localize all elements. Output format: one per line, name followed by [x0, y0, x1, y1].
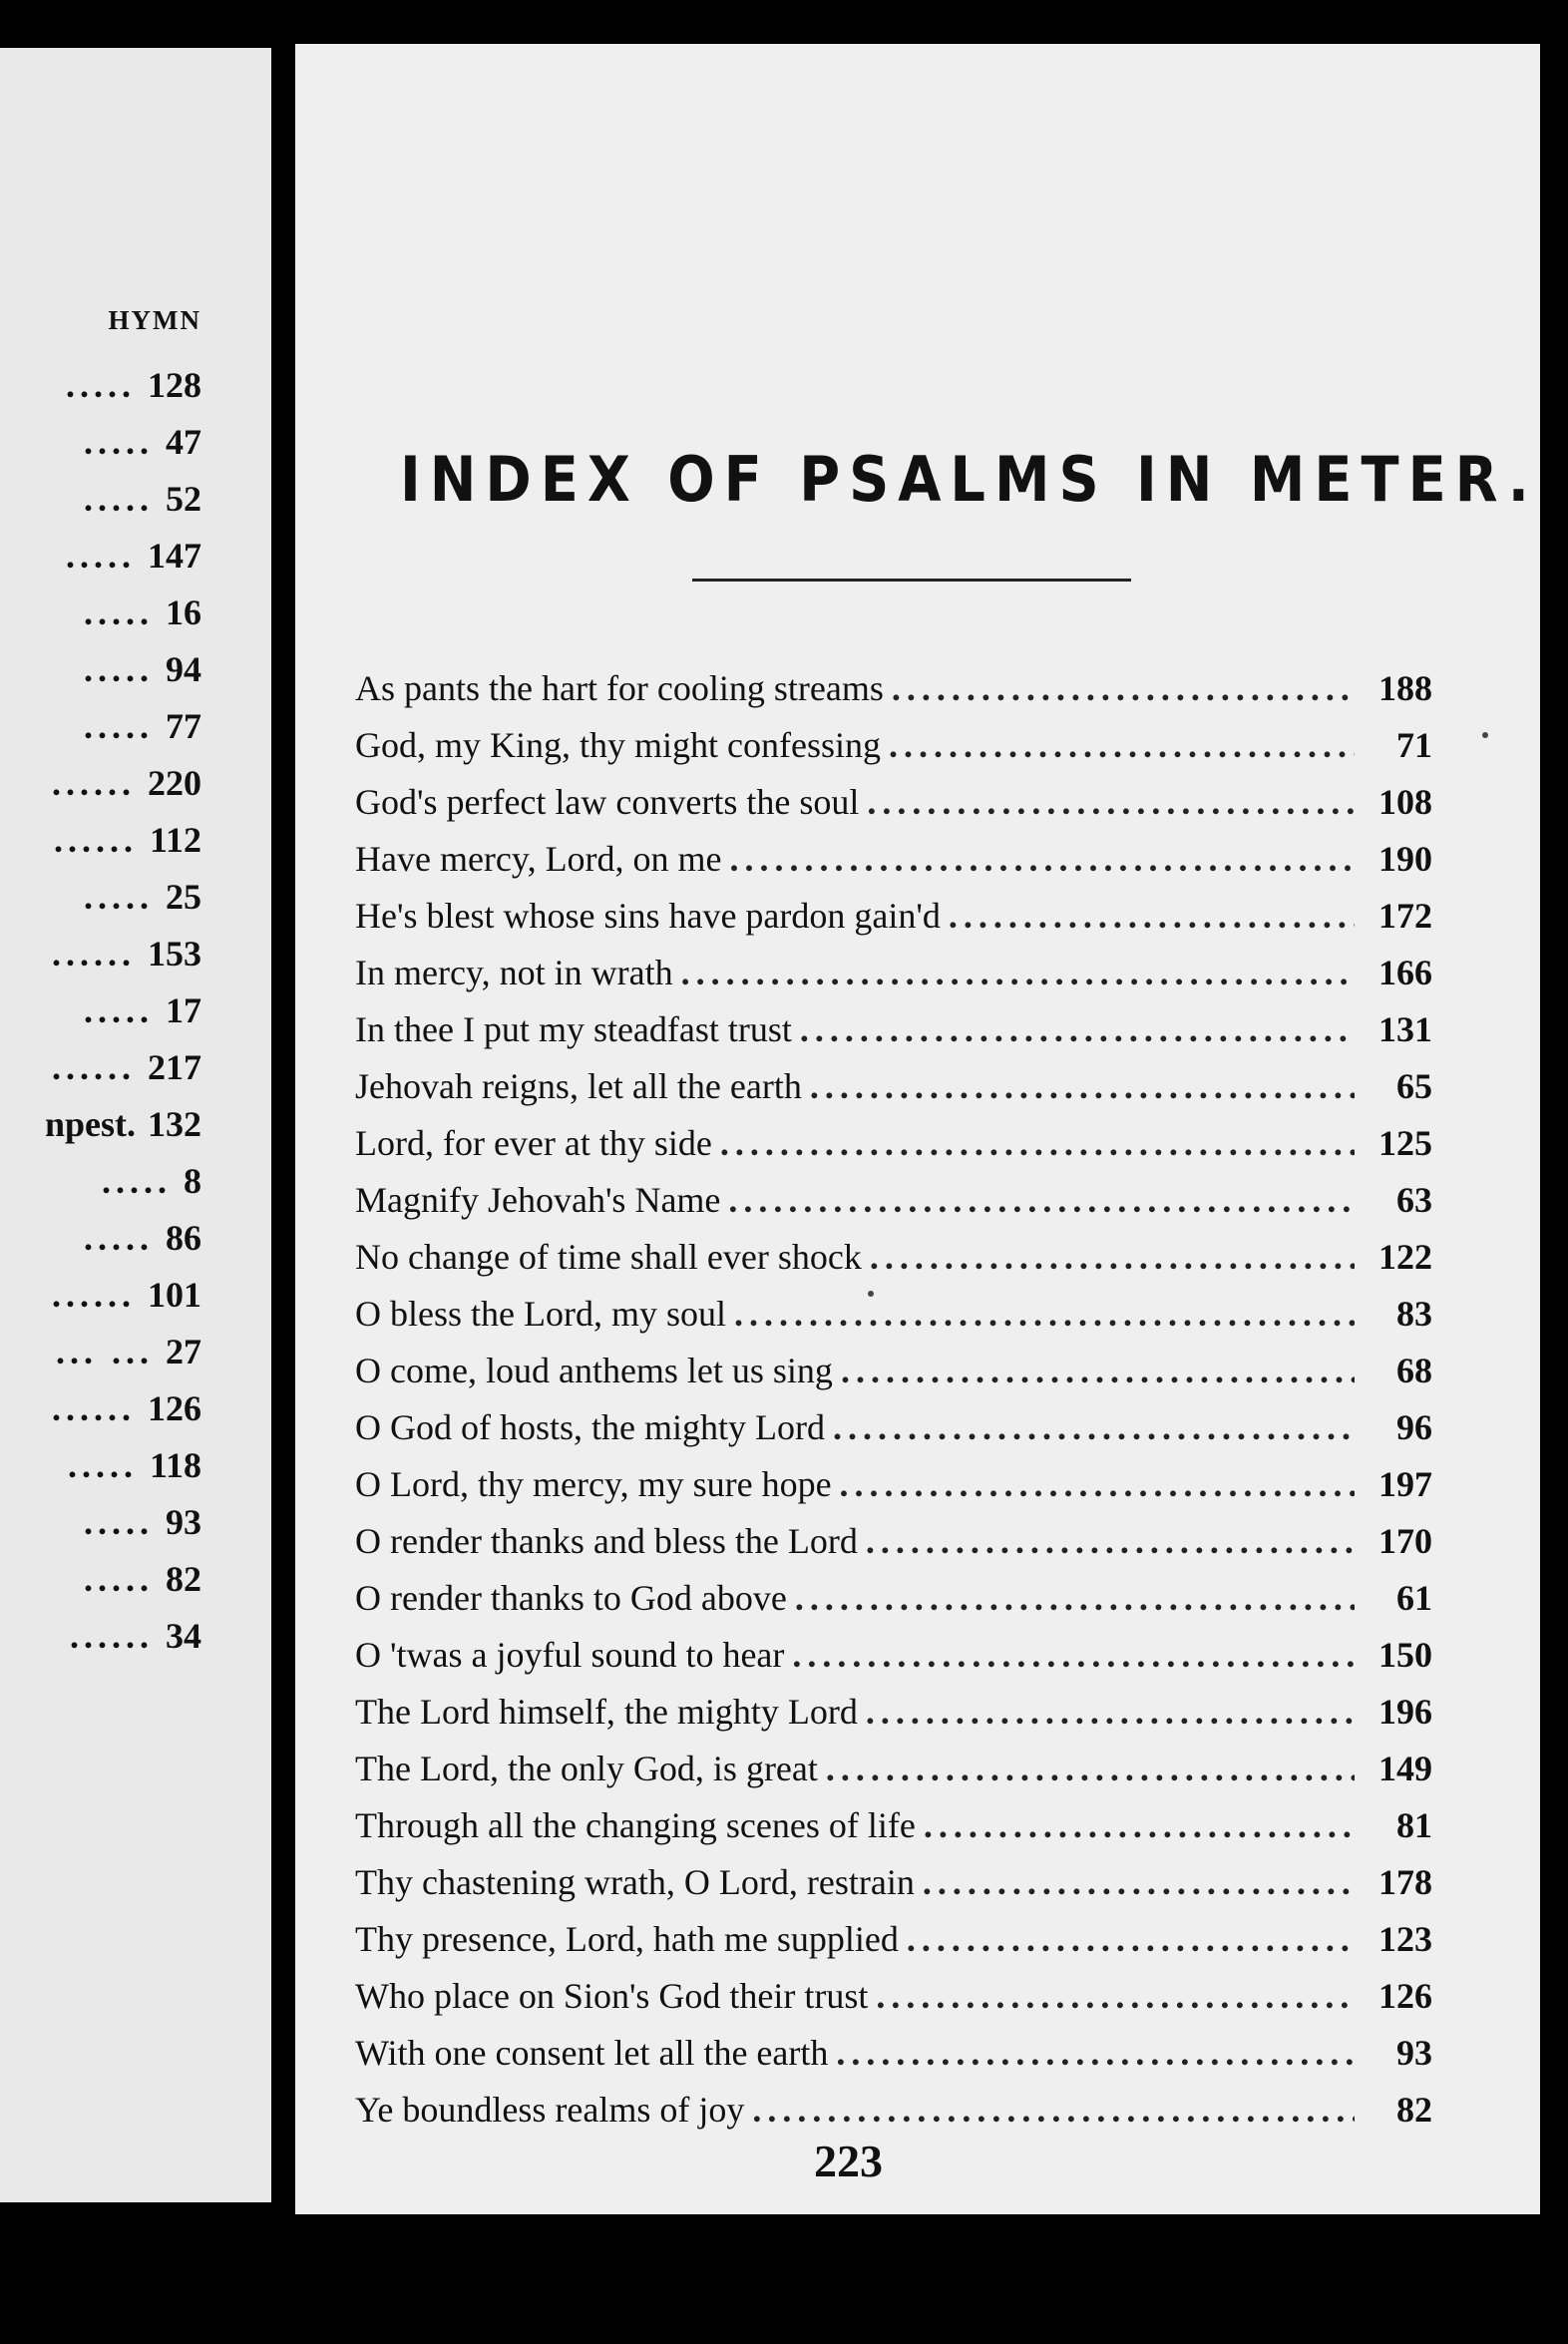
- index-entry: [355, 1634, 1432, 1691]
- dot-leader: [866, 1520, 1355, 1562]
- previous-page-row: [0, 812, 201, 868]
- row-leader: ......: [52, 1047, 136, 1087]
- row-leader: .....: [84, 592, 154, 632]
- psalm-first-line: As pants the hart for cooling streams: [355, 668, 884, 708]
- row-leader: .....: [84, 1502, 154, 1542]
- index-entry: [355, 838, 1432, 895]
- index-entry: [355, 2032, 1432, 2089]
- dot-leader: [866, 1691, 1355, 1733]
- index-entry: [355, 952, 1432, 1008]
- psalm-first-line: Lord, for ever at thy side: [355, 1123, 712, 1163]
- dot-leader: [833, 1406, 1355, 1448]
- previous-page-row: [0, 1494, 201, 1550]
- row-leader: .....: [84, 990, 154, 1030]
- psalm-first-line: O bless the Lord, my soul: [355, 1294, 726, 1334]
- previous-page-row: [0, 471, 201, 527]
- hymn-number: 34: [166, 1616, 201, 1656]
- previous-page-row: [0, 528, 201, 584]
- row-leader: .....: [84, 877, 154, 917]
- hymn-number: 112: [149, 820, 201, 860]
- hymn-number: 190: [1378, 839, 1432, 879]
- previous-page-row: [0, 755, 201, 811]
- index-entry: [355, 1520, 1432, 1577]
- hymn-number: 172: [1378, 896, 1432, 936]
- psalm-first-line: God's perfect law converts the soul: [355, 782, 860, 822]
- psalm-first-line: Thy presence, Lord, hath me supplied: [355, 1919, 899, 1959]
- hymn-number: 71: [1396, 725, 1432, 765]
- hymn-number: 96: [1396, 1407, 1432, 1447]
- index-entry: [355, 2089, 1432, 2146]
- previous-page-row: [0, 869, 201, 925]
- dot-leader: [949, 895, 1355, 937]
- hymn-number: 217: [148, 1047, 201, 1087]
- row-leader: .....: [84, 649, 154, 689]
- hymn-number: 126: [1378, 1976, 1432, 2016]
- previous-page-row: [0, 1039, 201, 1095]
- dot-leader: [840, 1463, 1355, 1505]
- previous-page-row: [0, 1153, 201, 1209]
- dot-leader: [870, 1236, 1355, 1278]
- hymn-number: 25: [166, 877, 201, 917]
- hymn-number: 153: [148, 934, 201, 974]
- psalm-first-line: In mercy, not in wrath: [355, 953, 673, 992]
- row-leader: ......: [52, 763, 136, 803]
- index-entry: [355, 1918, 1432, 1975]
- hymn-number: 63: [1396, 1180, 1432, 1220]
- hymn-number: 220: [148, 763, 201, 803]
- dot-leader: [876, 1975, 1355, 2017]
- previous-page-row: [0, 1210, 201, 1266]
- previous-page-row: [0, 1551, 201, 1607]
- row-leader: ......: [70, 1616, 154, 1656]
- hymn-number: 52: [166, 479, 201, 519]
- row-leader: .....: [84, 422, 154, 462]
- psalm-first-line: In thee I put my steadfast trust: [355, 1009, 792, 1049]
- title-divider: [692, 579, 1131, 582]
- psalm-first-line: O God of hosts, the mighty Lord: [355, 1407, 825, 1447]
- dot-leader: [841, 1350, 1355, 1391]
- row-leader: .....: [84, 1559, 154, 1599]
- row-leader: .....: [66, 536, 136, 576]
- psalm-first-line: Ye boundless realms of joy: [355, 2090, 745, 2130]
- previous-page-row: [0, 1380, 201, 1436]
- hymn-number: 86: [166, 1218, 201, 1258]
- psalm-first-line: O come, loud anthems let us sing: [355, 1351, 833, 1390]
- row-leader: ......: [52, 1388, 136, 1428]
- row-leader: .....: [84, 1218, 154, 1258]
- previous-page-row: [0, 926, 201, 981]
- hymn-number: 61: [1396, 1578, 1432, 1618]
- hymn-number: 132: [148, 1104, 201, 1144]
- book-gutter: [271, 0, 295, 2344]
- hymn-number: 170: [1378, 1521, 1432, 1561]
- index-page: [295, 44, 1540, 2214]
- dot-leader: [792, 1634, 1355, 1676]
- hymn-number: 147: [148, 536, 201, 576]
- hymn-number: 188: [1378, 668, 1432, 708]
- hymn-number: 196: [1378, 1692, 1432, 1732]
- index-entry: [355, 1122, 1432, 1179]
- dot-leader: [681, 952, 1355, 993]
- psalm-first-line: Who place on Sion's God their trust: [355, 1976, 869, 2016]
- hymn-number: 108: [1378, 782, 1432, 822]
- hymn-number: 122: [1378, 1237, 1432, 1277]
- index-entry: [355, 1406, 1432, 1463]
- index-entry: [355, 1065, 1432, 1122]
- hymn-number: 68: [1396, 1351, 1432, 1390]
- hymn-number: 178: [1378, 1862, 1432, 1902]
- index-entry: [355, 1350, 1432, 1406]
- index-entry: [355, 724, 1432, 781]
- index-entry: [355, 1804, 1432, 1861]
- hymn-number: 101: [148, 1275, 201, 1315]
- hymn-number: 149: [1378, 1749, 1432, 1788]
- index-entry: [355, 1236, 1432, 1293]
- dot-leader: [795, 1577, 1355, 1619]
- index-entry: [355, 1577, 1432, 1634]
- previous-page-row: [0, 414, 201, 470]
- previous-page-row: [0, 1324, 201, 1379]
- psalm-first-line: Magnify Jehovah's Name: [355, 1180, 721, 1220]
- index-entry: [355, 1008, 1432, 1065]
- index-entry: [355, 781, 1432, 838]
- index-entry: [355, 1975, 1432, 2032]
- scan-speck: [868, 1291, 874, 1297]
- dot-leader: [826, 1748, 1355, 1789]
- hymn-column-header: HYMN: [108, 305, 201, 335]
- dot-leader: [836, 2032, 1355, 2074]
- index-entry: [355, 1691, 1432, 1748]
- previous-page-row: [0, 1437, 201, 1493]
- psalm-first-line: Jehovah reigns, let all the earth: [355, 1066, 802, 1106]
- psalm-first-line: Through all the changing scenes of life: [355, 1805, 916, 1845]
- psalm-first-line: O Lord, thy mercy, my sure hope: [355, 1464, 832, 1504]
- index-entry: [355, 667, 1432, 724]
- dot-leader: [907, 1918, 1355, 1960]
- index-entry: [355, 1179, 1432, 1236]
- hymn-number: 125: [1378, 1123, 1432, 1163]
- hymn-number: 17: [166, 990, 201, 1030]
- hymn-number: 126: [148, 1388, 201, 1428]
- row-leader: .....: [67, 1445, 138, 1485]
- index-entry: [355, 1748, 1432, 1804]
- hymn-number: 8: [184, 1161, 201, 1201]
- row-leader: .....: [84, 479, 154, 519]
- dot-leader: [730, 838, 1355, 880]
- dot-leader: [867, 781, 1355, 823]
- previous-page-row: [0, 1267, 201, 1323]
- row-leader: ......: [53, 820, 138, 860]
- previous-page-row: [0, 982, 201, 1038]
- psalm-first-line: Thy chastening wrath, O Lord, restrain: [355, 1862, 915, 1902]
- previous-page-row: [0, 1608, 201, 1664]
- row-leader: .....: [84, 706, 154, 746]
- hymn-number: 65: [1396, 1066, 1432, 1106]
- psalm-first-line: O 'twas a joyful sound to hear: [355, 1635, 785, 1675]
- hymn-number: 82: [166, 1559, 201, 1599]
- index-entry: [355, 1293, 1432, 1350]
- hymn-number: 77: [166, 706, 201, 746]
- hymn-number: 94: [166, 649, 201, 689]
- dot-leader: [720, 1122, 1355, 1164]
- hymn-number: 123: [1378, 1919, 1432, 1959]
- index-entry: [355, 895, 1432, 952]
- dot-leader: [892, 667, 1355, 709]
- hymn-number: 82: [1396, 2090, 1432, 2130]
- page-number: 223: [814, 2136, 883, 2186]
- psalm-first-line: O render thanks to God above: [355, 1578, 787, 1618]
- hymn-number: 166: [1378, 953, 1432, 992]
- dot-leader: [800, 1008, 1355, 1050]
- previous-page-row: [0, 698, 201, 754]
- psalm-first-line: Have mercy, Lord, on me: [355, 839, 722, 879]
- row-leader: npest.: [44, 1104, 136, 1144]
- psalm-first-line: He's blest whose sins have pardon gain'd: [355, 896, 941, 936]
- previous-page-row: [0, 585, 201, 640]
- dot-leader: [728, 1179, 1355, 1221]
- dot-leader: [734, 1293, 1355, 1335]
- psalm-first-line: With one consent let all the earth: [355, 2033, 829, 2073]
- previous-page-row: [0, 357, 201, 413]
- page-title: INDEX OF PSALMS IN METER.: [400, 443, 1538, 516]
- hymn-number: 128: [148, 365, 201, 405]
- row-leader: ......: [52, 934, 136, 974]
- hymn-number: 197: [1378, 1464, 1432, 1504]
- previous-page-row: [0, 1096, 201, 1152]
- dot-leader: [889, 724, 1355, 766]
- hymn-number: 150: [1378, 1635, 1432, 1675]
- psalm-first-line: O render thanks and bless the Lord: [355, 1521, 858, 1561]
- hymn-number: 118: [149, 1445, 201, 1485]
- row-leader: ... ...: [56, 1332, 154, 1371]
- psalm-first-line: No change of time shall ever shock: [355, 1237, 862, 1277]
- hymn-number: 83: [1396, 1294, 1432, 1334]
- index-entry: [355, 1861, 1432, 1918]
- index-entry: [355, 1463, 1432, 1520]
- row-leader: ......: [52, 1275, 136, 1315]
- previous-page-row: [0, 641, 201, 697]
- hymn-number: 47: [166, 422, 201, 462]
- psalm-first-line: The Lord himself, the mighty Lord: [355, 1692, 858, 1732]
- row-leader: .....: [66, 365, 136, 405]
- dot-leader: [810, 1065, 1355, 1107]
- dot-leader: [923, 1861, 1355, 1903]
- previous-page-fragment: [0, 48, 271, 2202]
- psalm-first-line: The Lord, the only God, is great: [355, 1749, 818, 1788]
- psalm-index-list: [355, 667, 1432, 2146]
- psalm-first-line: God, my King, thy might confessing: [355, 725, 881, 765]
- hymn-number: 27: [166, 1332, 201, 1371]
- row-leader: .....: [102, 1161, 172, 1201]
- hymn-number: 16: [166, 592, 201, 632]
- hymn-number: 81: [1396, 1805, 1432, 1845]
- scan-speck: [1482, 732, 1488, 738]
- hymn-number: 131: [1378, 1009, 1432, 1049]
- dot-leader: [752, 2089, 1355, 2131]
- hymn-number: 93: [166, 1502, 201, 1542]
- hymn-number: 93: [1396, 2033, 1432, 2073]
- dot-leader: [924, 1804, 1355, 1846]
